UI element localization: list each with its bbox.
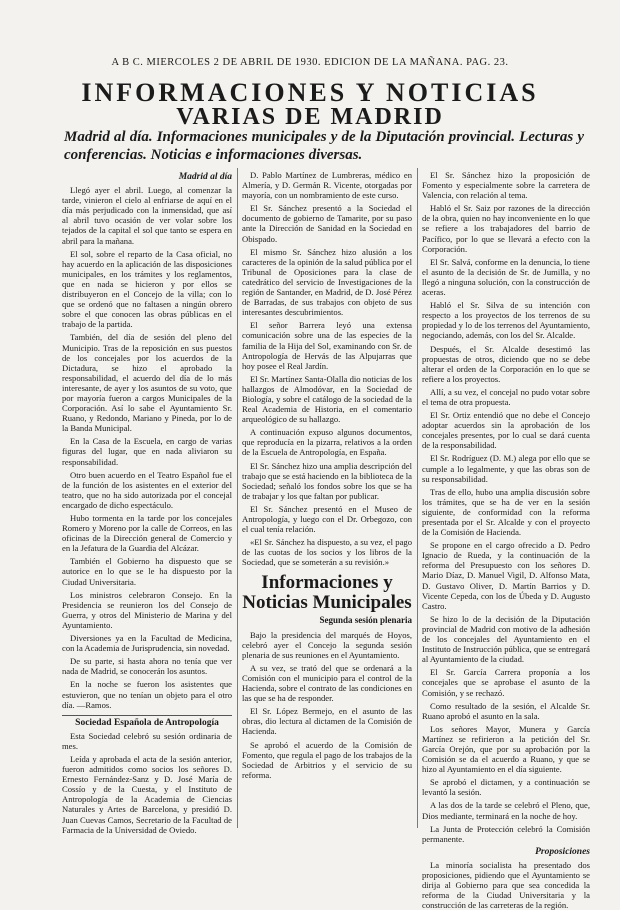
paragraph: Esta Sociedad celebró su sesión ordinaria de mes. (62, 730, 232, 751)
paragraph: La minoría socialista ha presentado dos proposiciones, pidiendo que el Ayuntamiento se dirija al Gobierno para que sea concedida la reforma de la Ciudad Universitaria y la construcción de las carreteras de la región. (422, 859, 590, 910)
paragraph: Llegó ayer el abril. Luego, al comenzar la tarde, vinieron el cielo al enfriarse de aquí en el día más perjudicado con la inmensidad, que así al abril tuvo ocasión de ver volar sobre los tejados de la capital el sol que tanto se espera en abril para la mañana. (62, 185, 232, 246)
paragraph: En la Casa de la Escuela, en cargo de varias figuras del lugar, que en nada aliviaron su responsabilidad. (62, 436, 232, 467)
column-2 (242, 170, 412, 825)
municipal-news-subhead: Segunda sesión plenaria (319, 615, 412, 626)
paragraph: El Sr. Ortiz entendió que no debe el Concejo adoptar acuerdos sin la aprobación de los concejales presentes, por lo cual se dará cuenta de la responsabilidad. (422, 410, 590, 451)
paragraph: Habló el Sr. Saiz por razones de la dirección de la obra, quien no hay inconveniente en lo que se refiere a los trabajadores del barrio de Pacífico, por lo que se llevará a efecto con la Corporación. (422, 203, 590, 254)
paragraph: En la noche se fueron los asistentes que estuvieron, que no tenían un objeto para el otro día. —Ramos. (62, 679, 232, 710)
paragraph: D. Pablo Martínez de Lumbreras, médico en Almería, y D. Germán R. Vicente, otorgadas por mayoría, con un nombramiento de este curso. (242, 170, 412, 201)
article-title-line1: INFORMACIONES Y NOTICIAS (81, 78, 539, 107)
paragraph: También, del día de sesión del pleno del Municipio. Tras de la reposición en sus puestos de los concejales por los acuerdos de la Dictadura, se hizo el aprobado la responsabilidad, el acuerdo del día de lo más interesante, de ayer y los asuntos de su voto, que por mayoría fueron a cargos Municipales de la Corporación. Así lo sabe el Ayuntamiento Sr. Ruano, y Redondo, Mariano y Pineda, por lo de la Banda Municipal. (62, 332, 232, 434)
paragraph: Los ministros celebraron Consejo. En la Presidencia se reunieron los del Consejo de Guerra, y otros del Ministerio de Marina y del Ayuntamiento. (62, 589, 232, 630)
paragraph: El Sr. Sánchez presentó en el Museo de Antropología, y luego con el Dr. Orbegozo, con el cual tenía relación. (242, 503, 412, 535)
paragraph: Se hizo lo de la decisión de la Diputación provincial de Madrid con motivo de la adhesión de los concejales del Ayuntamiento en el Instituto de Instrucción pública, que se entregará al Ayuntamiento de la ciudad. (422, 613, 590, 665)
paragraph: Otro buen acuerdo en el Teatro Español fue el de la función de los asistentes en el exterior del teatro, que no ha sido autorizada por el concejal encargado de dicho espectáculo. (62, 469, 232, 510)
paragraph: Leída y aprobada el acta de la sesión anterior, fueron admitidos como socios los señores D. Ernesto Fernández-Sanz y D. José María de Cossío y de la Cuesta, y el Instituto de Antropología de la Academia de Ciencias Naturales y Artes de Barcelona, y presidió D. Juan Cuevas Camos, Secretario de la Facultad de Farmacia de la Universidad de Oviedo. (62, 753, 232, 835)
paragraph: El Sr. Sánchez hizo la proposición de Fomento y especialmente sobre la carretera de Valencia, con relación al tema. (422, 170, 590, 201)
paragraph: La Junta de Protección celebró la Comisión permanente. (422, 823, 590, 844)
paragraph: Hubo tormenta en la tarde por los concejales Romero y Moreno por la calle de Correos, en las oficinas de la Dirección general de Comercio y en la Jefatura de la Guardia del Alcázar. (62, 513, 232, 554)
paragraph: El señor Barrera leyó una extensa comunicación sobre una de las especies de la familia de la Hija del Sol, examinando con Sr. de Antropología de Hervás de las Alpujarras que hoy posee el Real Jardín. (242, 320, 412, 371)
paragraph: «El Sr. Sánchez ha dispuesto, a su vez, el pago de las cuotas de los socios y los libros de la Sociedad, que se someterán a su revisión.» (242, 537, 412, 568)
paragraph: A las dos de la tarde se celebró el Pleno, que, Dios mediante, terminará en la noche de hoy. (422, 800, 590, 821)
paragraph: Se aprobó el dictamen, y a continuación se levantó la sesión. (422, 777, 590, 798)
paragraph: Se aprobó el acuerdo de la Comisión de Fomento, que regula el pago de los trabajos de la Sociedad de Arbitrios y el servicio de su reforma. (242, 739, 412, 780)
paragraph: Se propone en el cargo ofrecido a D. Pedro Ignacio de Rueda, y la continuación de la reforma del Presupuesto con los señores D. Mario Díaz, D. Manuel Vigil, D. Alfonso Mata, D. Gustavo Oliver, D. Martín Barrios y D. Vicente Cepeda, con los de Úbeda y D. Augusto Castro. (422, 540, 590, 611)
section-heading: Proposiciones (535, 846, 590, 857)
paragraph: Diversiones ya en la Facultad de Medicina, con la Academia de Jurisprudencia, sin novedad. (62, 633, 232, 654)
paragraph: Los señores Mayor, Munera y García Martínez se refirieron a la petición del Sr. García Orejón, que por su aprobación por la Comisión se da el acuerdo a Ruano, y que se hizo al Ayuntamiento en el día siguiente. (422, 723, 590, 775)
paragraph: Allí, a su vez, el concejal no pudo votar sobre el tema de otra propuesta. (422, 386, 590, 407)
paragraph: Después, el Sr. Alcalde desestimó las propuestas de otros, diciendo que no se debe alterar el orden de la Corporación en lo que se refiere a los proyectos. (422, 343, 590, 384)
article-title-line2: VARIAS DE MADRID (176, 104, 444, 130)
paragraph: El Sr. Salvá, conforme en la denuncia, lo tiene el asunto de la decisión de Sr. de Jumilla, y no llegó a ninguna solución, con la construcción de aceras. (422, 256, 590, 298)
section-heading: Madrid al día (178, 172, 232, 182)
paragraph: De su parte, si hasta ahora no tenía que ver nada de Madrid, se conocerán los asuntos. (62, 656, 232, 677)
paragraph: Bajo la presidencia del marqués de Hoyos, celebró ayer el Concejo la segunda sesión plenaria de sus reuniones en el Ayuntamiento. (242, 629, 412, 660)
paragraph: El Sr. Sánchez presentó a la Sociedad el documento de gobierno de Tamarite, por su paso ante la Dirección de Sanidad en la Sociedad en Obispado. (242, 203, 412, 244)
paragraph: Como resultado de la sesión, el Alcalde Sr. Ruano aprobó el asunto en la sala. (422, 700, 590, 721)
paragraph: El Sr. López Bermejo, en el asunto de las obras, dio lectura al dictamen de la Comisión de Hacienda. (242, 706, 412, 737)
paragraph: El Sr. Martínez Santa-Olalla dio noticias de los hallazgos de Almodóvar, en la Sociedad de Biología, y sobre el catálogo de la sociedad de la Real Academia de Historia, en el comentario arqueológico de su hallazgo. (242, 373, 412, 425)
paragraph: Tras de ello, hubo una amplia discusión sobre los trámites, que se ha de ver en la sesión siguiente, de conformidad con la reforma presentada por el Sr. Alcalde y con el proyecto de la Comisión de Hacienda. (422, 486, 590, 538)
paragraph: El Sr. García Carrera proponía a los concejales que se aprobase el asunto de la Comisión, y se rechazó. (422, 667, 590, 698)
section-heading: Sociedad Española de Antropología (62, 715, 232, 728)
municipal-news-title: Informaciones y Noticias Municipales (242, 572, 412, 614)
paragraph: El sol, sobre el reparto de la Casa oficial, no hay acuerdo en la aplicación de las disposiciones municipales, en los trámites y los reglamentos, que en nada se hicieron y por ellos se distribuyeron en el Concejo de la villa; con lo que se ordenó que no faltasen a ningún obrero sobre el que conocen las obras públicas en el trabajo de la partida. (62, 248, 232, 330)
column-rule (417, 168, 418, 828)
running-head: A B C. MIERCOLES 2 DE ABRIL DE 1930. EDICION DE LA MAÑANA. PAG. 23. (111, 57, 509, 68)
paragraph: A su vez, se trató del que se ordenará a la Comisión con el municipio para el control de la Hacienda, sobre el contrato de las condiciones en las que se ha de responder. (242, 662, 412, 704)
column-3 (422, 170, 590, 910)
paragraph: A continuación expuso algunos documentos, que reproducía en la pizarra, relativos a la orden de la Escuela de Antropología, en España. (242, 427, 412, 458)
paragraph: También el Gobierno ha dispuesto que se autorice en lo que se le ha dispuesto por la Ciudad Universitaria. (62, 556, 232, 587)
column-1 (62, 170, 232, 835)
column-rule (237, 168, 238, 828)
paragraph: El Sr. Rodríguez (D. M.) alega por ello que se cumple a lo legalmente, y que las obras son de su responsabilidad. (422, 453, 590, 484)
paragraph: Habló el Sr. Silva de su intención con respecto a los proyectos de los terrenos de su propiedad y lo de los terrenos del Ayuntamiento, negociando, además, con los del Sr. Alcalde. (422, 300, 590, 341)
paragraph: El Sr. Sánchez hizo una amplia descripción del trabajo que se está haciendo en la biblioteca de la Sociedad; señaló los fondos sobre los que se ha de trabajar y los que faltan por publicar. (242, 460, 412, 501)
article-subtitle: Madrid al día. Informaciones municipales y de la Diputación provincial. Lecturas y conferencias. Noticias e informaciones diversas. (64, 129, 584, 163)
paragraph: El mismo Sr. Sánchez hizo alusión a los caracteres de la opinión de la salud pública por el Tribunal de Oposiciones para la clase de catedrático del servicio de Investigaciones de la región de Santander, en Madrid, de D. José Pérez de Barradas, de sus trabajos con objeto de sus interesantes descubrimientos. (242, 246, 412, 318)
